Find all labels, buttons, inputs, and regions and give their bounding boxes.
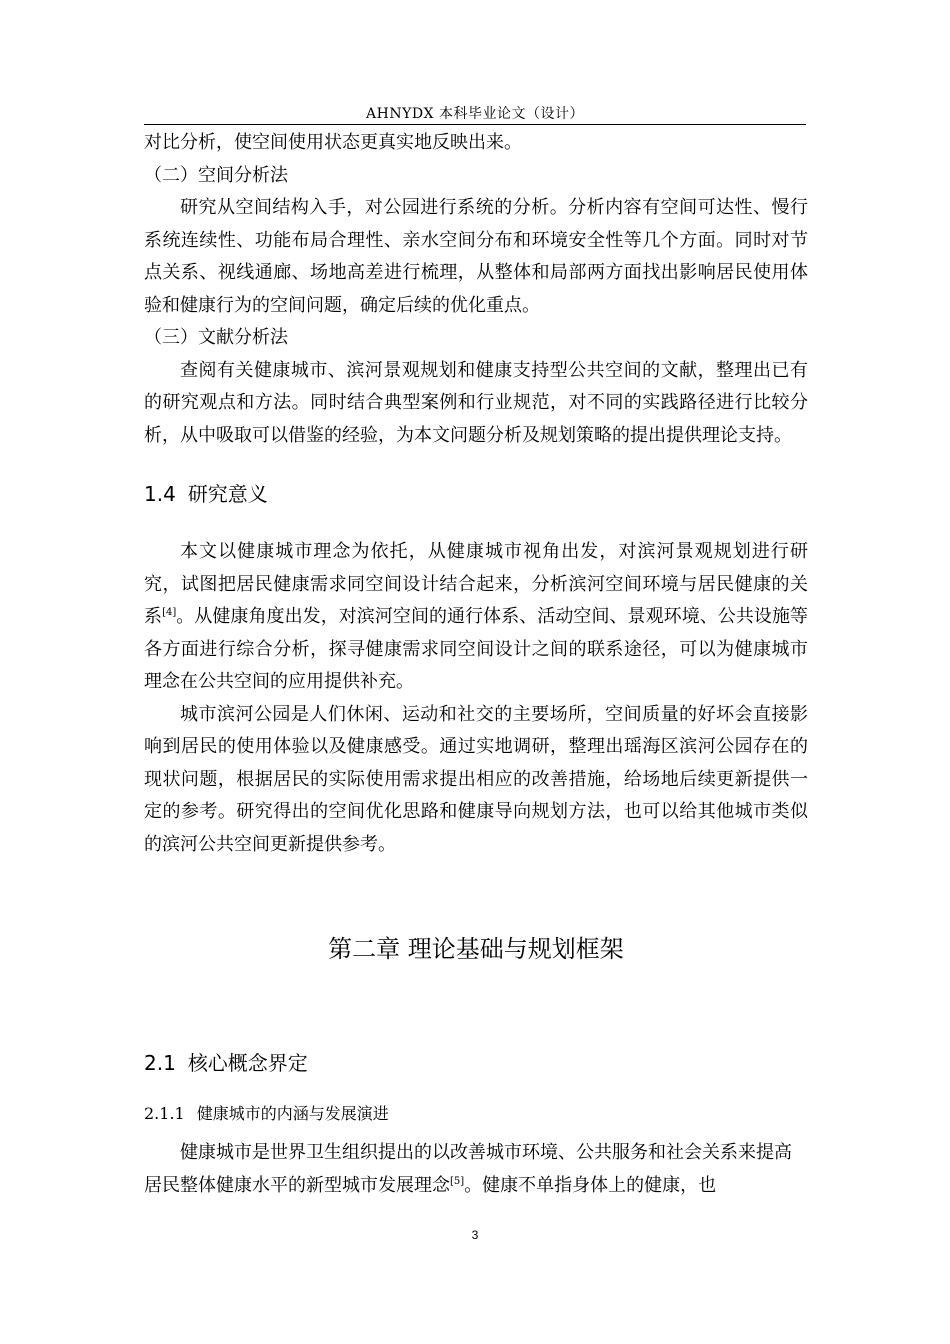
- section-number: 1.4: [144, 482, 176, 506]
- paragraph-text: 本文以健康城市理念为依托，从健康城市视角出发，对滨河景观规划进行研究，试图把居民健康需求同空间设计结合起来，分析滨河空间环境与居民健康的关系: [144, 541, 808, 627]
- subsection-heading-2-1-1: [144, 1099, 808, 1129]
- heading-literature-analysis: （三）文献分析法: [144, 327, 288, 348]
- section-number: 2.1: [144, 1051, 176, 1075]
- page-header: AHNYDX 本科毕业论文（设计）: [366, 106, 584, 122]
- section-heading-2-1: [144, 1043, 808, 1083]
- paragraph-text: 。健康不单指身体上的健康，也: [464, 1174, 717, 1196]
- paragraph-text: 健康城市是世界卫生组织提出的以改善城市环境、公共服务和社会关系来提高居民整体健康水平的新型城市发展理念: [144, 1142, 792, 1196]
- section-title: 研究意义: [187, 482, 268, 506]
- subsection-title: 健康城市的内涵与发展演进: [196, 1104, 389, 1123]
- paragraph-research-meaning-1: [144, 536, 808, 699]
- paragraph-health-city: [144, 1137, 808, 1202]
- subsection-number: 2.1.1: [144, 1104, 185, 1123]
- document-body: [144, 127, 808, 1202]
- chapter-heading: 第二章 理论基础与规划框架: [328, 935, 624, 963]
- citation-5: [5]: [450, 1175, 465, 1187]
- paragraph-literature-analysis: 查阅有关健康城市、滨河景观规划和健康支持型公共空间的文献，整理出已有的研究观点和方法。同时结合典型案例和行业规范，对不同的实践路径进行比较分析，从中吸取可以借鉴的经验，为本文问题分析及规划策略的提出提供理论支持。: [144, 359, 808, 446]
- citation-4: [4]: [162, 607, 177, 618]
- paragraph-research-meaning-2: 城市滨河公园是人们休闲、运动和社交的主要场所，空间质量的好坏会直接影响到居民的使用体验以及健康感受。通过实地调研，整理出瑶海区滨河公园存在的现状问题，根据居民的实际使用需求提出相应的改善措施，给场地后续更新提供一定的参考。研究得出的空间优化思路和健康导向规划方法，也可以给其他城市类似的滨河公共空间更新提供参考。: [144, 703, 808, 855]
- paragraph-text: 。从健康角度出发，对滨河空间的通行体系、活动空间、景观环境、公共设施等各方面进行综合分析，探寻健康需求同空间设计之间的联系途径，可以为健康城市理念在公共空间的应用提供补充。: [144, 606, 809, 692]
- paragraph-spatial-analysis: 研究从空间结构入手，对公园进行系统的分析。分析内容有空间可达性、慢行系统连续性、功能布局合理性、亲水空间分布和环境安全性等几个方面。同时对节点关系、视线通廊、场地高差进行梳理，从整体和局部两方面找出影响居民使用体验和健康行为的空间问题，确定后续的优化重点。: [144, 197, 808, 316]
- heading-spatial-analysis: （二）空间分析法: [144, 164, 288, 186]
- header-rule: [144, 124, 806, 125]
- page-number: 3: [471, 1228, 479, 1242]
- section-heading-1-4: [144, 474, 808, 514]
- section-title: 核心概念界定: [187, 1051, 308, 1075]
- paragraph-continuation: 对比分析，使空间使用状态更真实地反映出来。: [144, 132, 522, 153]
